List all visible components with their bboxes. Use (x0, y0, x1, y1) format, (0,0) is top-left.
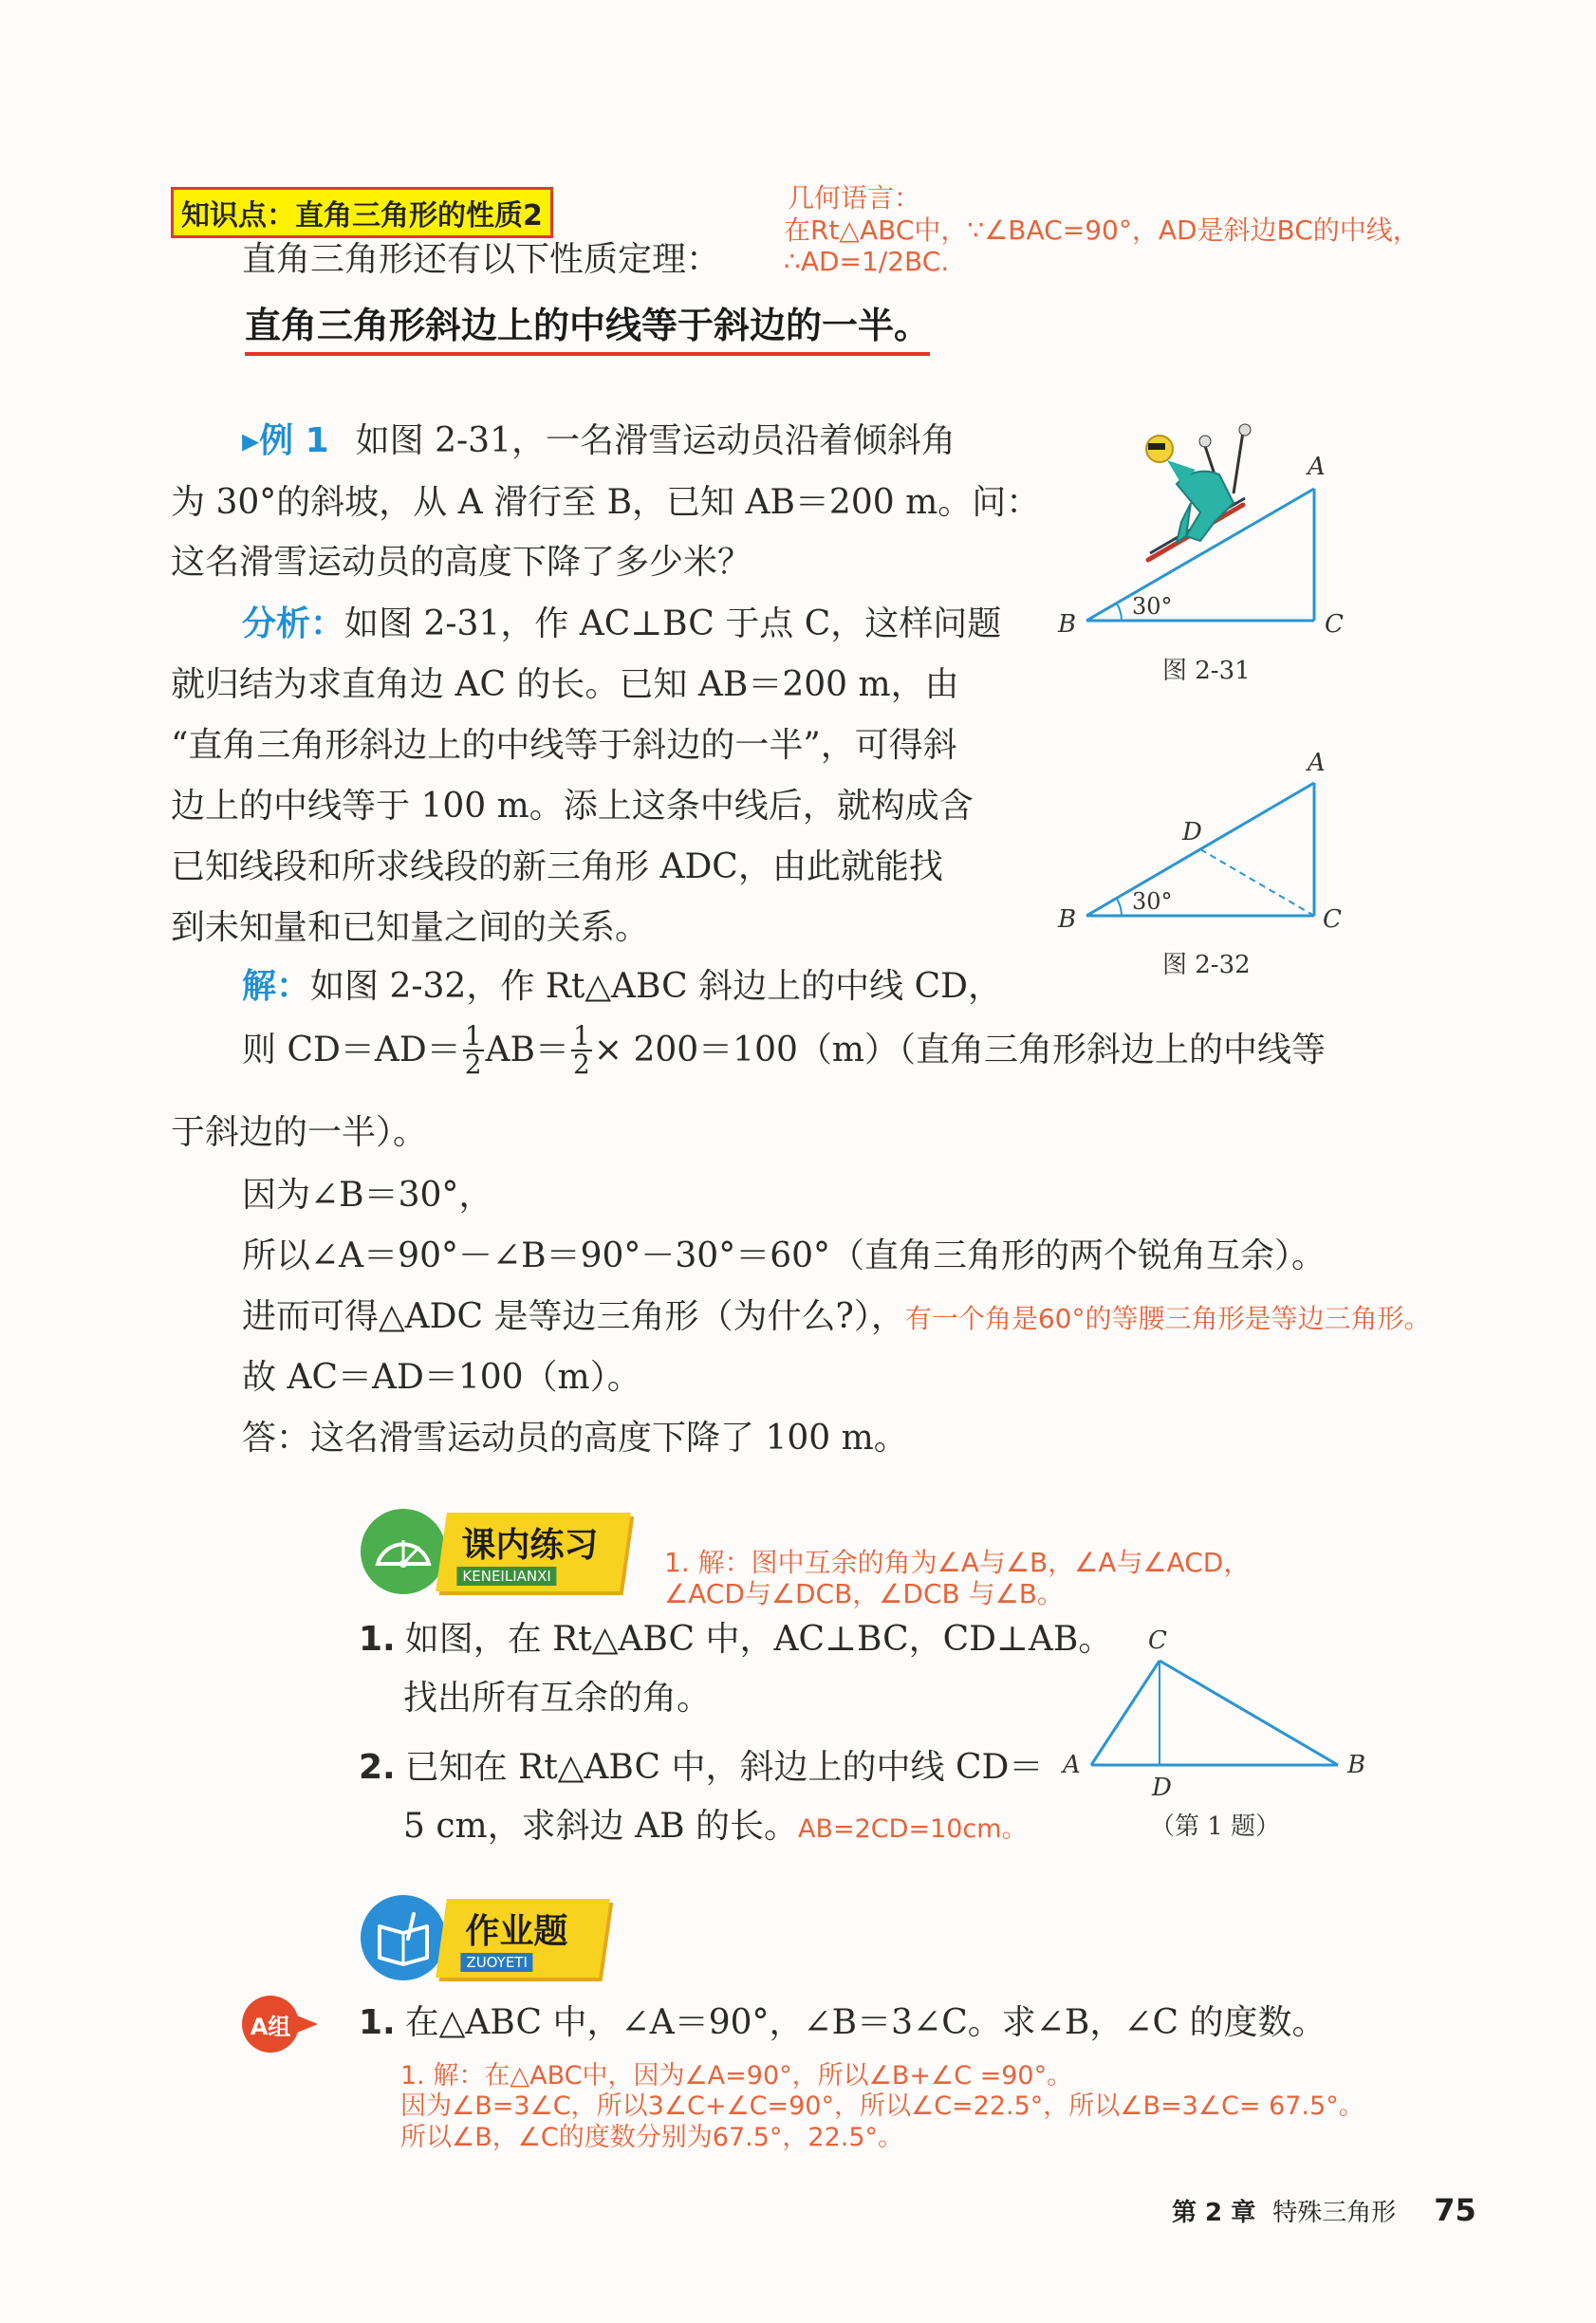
practice-q2-line1 (359, 1747, 1043, 1788)
vertex-c-label: C (1325, 610, 1344, 639)
homework-q1 (359, 2002, 1327, 2043)
solution-answer: 答：这名滑雪运动员的高度下降了 100 m。 (242, 1419, 908, 1458)
analysis-tag: 分析： (242, 604, 345, 643)
practice-q1-line2: 找出所有互余的角。 (403, 1679, 712, 1718)
geometry-language-title: 几何语言： (788, 182, 921, 214)
footer-chapter-title: 特殊三角形 (1272, 2199, 1397, 2227)
analysis-line-4: 已知线段和所求线段的新三角形 ADC，由此就能找 (171, 847, 943, 886)
practice-q2-line2 (403, 1806, 1028, 1847)
step3-text: 进而可得△ADC 是等边三角形（为什么?）， (242, 1297, 905, 1336)
group-a-arrow-icon (297, 2016, 318, 2033)
example-1-line3: 这名滑雪运动员的高度下降了多少米？ (171, 543, 752, 582)
example-1-line2: 为 30°的斜坡，从 A 滑行至 B，已知 AB＝200 m。问： (171, 483, 1041, 522)
practice-q1-number: 1. (359, 1620, 396, 1659)
geometry-language-note (784, 182, 1420, 278)
figure-q1-caption: （第 1 题） (1150, 1812, 1281, 1841)
vertex-d-label: D (1182, 818, 1202, 846)
analysis-line-5: 到未知量和已知量之间的关系。 (171, 908, 650, 947)
homework-answer-line2: 因为∠B=3∠C，所以3∠C+∠C=90°，所以∠C=22.5°，所以∠B=3∠C= 67.5°。 (400, 2091, 1364, 2122)
analysis-line-1: 就归结为求直角边 AC 的长。已知 AB＝200 m，由 (171, 665, 959, 704)
practice-note-line1: 1. 解：图中互余的角为∠A与∠B，∠A与∠ACD， (664, 1547, 1251, 1578)
homework-answer-line3: 所以∠B，∠C的度数分别为67.5°，22.5°。 (400, 2122, 904, 2152)
formula-mid2: × 200＝100（m）（直角三角形斜边上的中线等 (593, 1031, 1327, 1070)
formula-prefix: 则 CD＝AD＝ (242, 1031, 461, 1070)
median-cd-line (1200, 849, 1314, 916)
knowledge-intro: 直角三角形还有以下性质定理： (242, 240, 721, 279)
page-footer (1172, 2192, 1476, 2228)
homework-badge (359, 1893, 604, 1983)
protractor-icon (359, 1507, 449, 1597)
group-a-badge: A组 (242, 1996, 299, 2053)
practice-q2-answer: AB=2CD=10cm。 (798, 1814, 1028, 1844)
figure-2-31 (1044, 418, 1357, 683)
practice-note-line2: ∠ACD与∠DCB，∠DCB 与∠B。 (664, 1578, 1064, 1610)
example-1-line1 (242, 420, 956, 461)
analysis-text-0: 如图 2-31，作 AC⊥BC 于点 C，这样问题 (344, 604, 1002, 643)
vertex-b-label: B (1347, 1751, 1366, 1779)
solution-formula (242, 1020, 1327, 1080)
homework-title: 作业题 (465, 1912, 568, 1951)
footer-chapter: 第 2 章 (1172, 2199, 1256, 2227)
vertex-c-label: C (1148, 1626, 1167, 1655)
solution-continuation: 于斜边的一半）。 (171, 1113, 428, 1152)
theorem-statement: 直角三角形斜边上的中线等于斜边的一半。 (245, 296, 930, 356)
practice-title: 课内练习 (461, 1526, 599, 1565)
homework-q1-text: 在△ABC 中，∠A＝90°，∠B＝3∠C。求∠B，∠C 的度数。 (404, 2003, 1327, 2042)
skier-illustration-icon (1146, 424, 1251, 560)
practice-note (664, 1547, 1250, 1609)
fraction-half-1: $\frac{1}{2}$ (464, 1020, 482, 1080)
homework-answer-line1: 1. 解：在△ABC中，因为∠A=90°，所以∠B+∠C =90°。 (400, 2061, 1073, 2091)
geometry-language-line2: ∴AD=1/2BC. (784, 246, 950, 278)
vertex-a-label: A (1308, 453, 1326, 481)
angle-arc (1117, 604, 1122, 621)
vertex-a-label: A (1308, 749, 1326, 777)
practice-badge (359, 1507, 625, 1597)
homework-answer (400, 2061, 1364, 2153)
vertex-a-label: A (1063, 1751, 1081, 1779)
vertex-d-label: D (1152, 1774, 1172, 1802)
solution-step-3 (242, 1296, 1430, 1337)
analysis-line-2: “直角三角形斜边上的中线等于斜边的一半”，可得斜 (171, 726, 957, 765)
practice-subtitle: KENEILIANXI (456, 1567, 556, 1586)
figure-2-32-caption: 图 2-32 (1162, 951, 1251, 979)
solution-step-0: 因为∠B＝30°， (242, 1176, 493, 1215)
solution-step-4: 故 AC＝AD＝100（m）。 (242, 1358, 641, 1397)
page-number: 75 (1434, 2192, 1476, 2228)
figure-2-32 (1044, 745, 1357, 982)
practice-q1-text: 如图，在 Rt△ABC 中，AC⊥BC，CD⊥AB。 (404, 1620, 1113, 1659)
angle-label: 30° (1132, 888, 1173, 915)
vertex-c-label: C (1323, 905, 1342, 934)
homework-q1-number: 1. (359, 2003, 396, 2042)
example-1-text: 如图 2-31，一名滑雪运动员沿着倾斜角 (355, 421, 956, 460)
analysis-line-3: 边上的中线等于 100 m。添上这条中线后，就构成含 (171, 787, 974, 826)
figure-2-31-caption: 图 2-31 (1162, 657, 1251, 683)
knowledge-label: 知识点：直角三角形的性质2 (171, 187, 553, 238)
homework-subtitle: ZUOYETI (460, 1953, 532, 1972)
practice-q2-text: 已知在 Rt△ABC 中，斜边上的中线 CD＝ (404, 1748, 1044, 1787)
notebook-icon (359, 1893, 449, 1983)
geometry-language-line1: 在Rt△ABC中，∵∠BAC=90°，AD是斜边BC的中线， (784, 214, 1420, 246)
example-1-tag: ▸例 1 (242, 421, 329, 460)
solution-line1 (242, 966, 1002, 1007)
analysis-line-0 (242, 604, 1001, 644)
side-ac-line (1091, 1661, 1160, 1765)
formula-mid1: AB＝ (485, 1031, 570, 1070)
practice-q2-number: 2. (359, 1748, 396, 1787)
angle-label: 30° (1132, 593, 1173, 620)
vertex-b-label: B (1058, 610, 1077, 639)
practice-q1-line1 (359, 1619, 1112, 1660)
angle-arc (1117, 899, 1122, 916)
side-bc-line (1160, 1661, 1338, 1765)
figure-q1 (1053, 1623, 1376, 1850)
solution-text: 如图 2-32，作 Rt△ABC 斜边上的中线 CD， (310, 967, 1002, 1006)
group-a-marker (242, 1996, 318, 2053)
solution-tag: 解： (242, 967, 311, 1006)
practice-q2-text2: 5 cm，求斜边 AB 的长。 (403, 1807, 798, 1846)
vertex-b-label: B (1058, 905, 1077, 934)
step3-note: 有一个角是60°的等腰三角形是等边三角形。 (904, 1303, 1431, 1334)
solution-step-1: 所以∠A＝90°－∠B＝90°－30°＝60°（直角三角形的两个锐角互余）。 (242, 1236, 1327, 1275)
fraction-half-2: $\frac{1}{2}$ (573, 1020, 590, 1080)
